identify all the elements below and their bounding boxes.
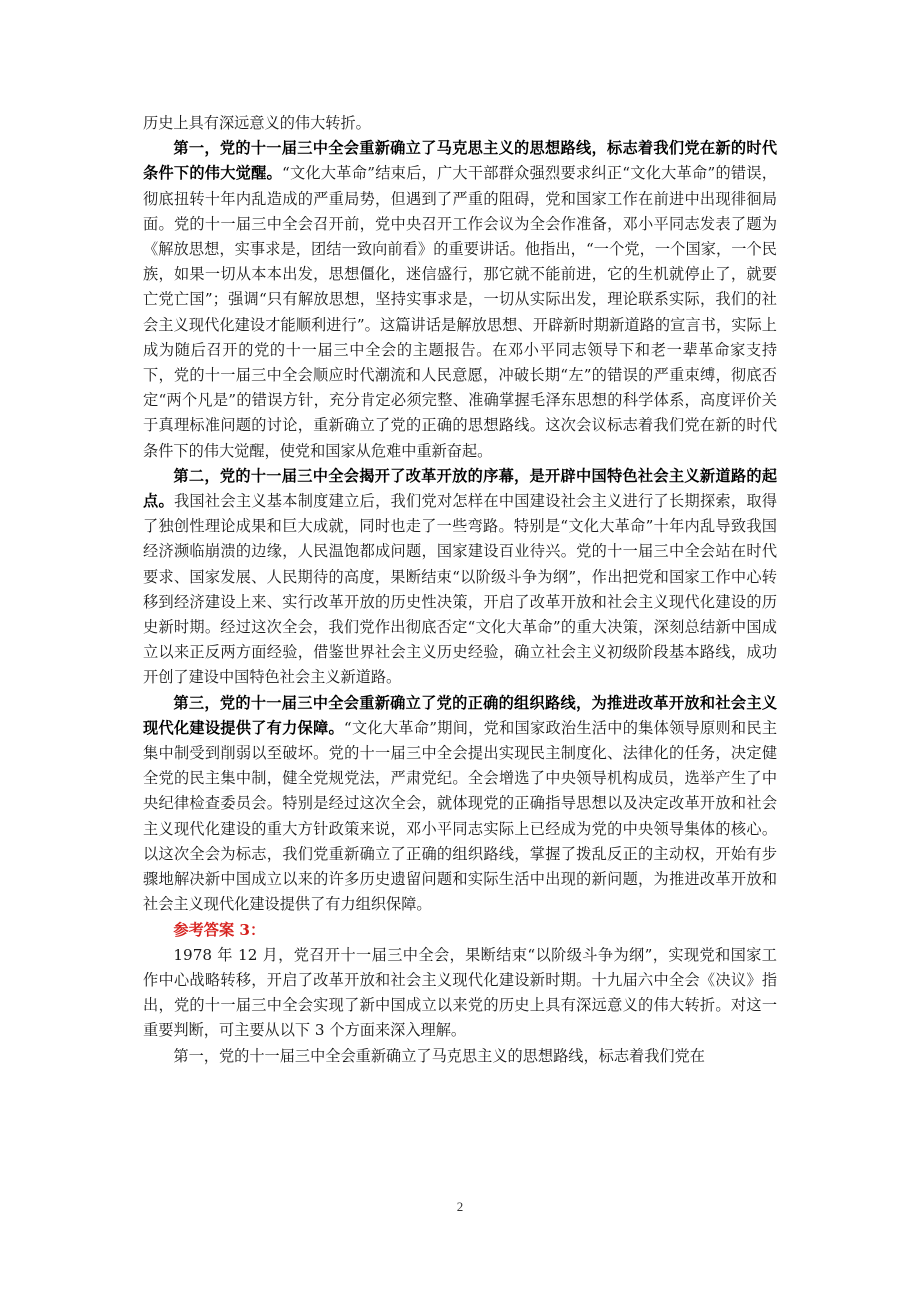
answer-paragraph-point-one (143, 1044, 777, 1069)
paragraph-text: “文化大革命”结束后，广大干部群众强烈要求纠正“文化大革命”的错误，彻底扭转十年内乱造成的严重局势，但遇到了严重的阻碍，党和国家工作在前进中出现徘徊局面。党的十一届三中全会召开前，党中央召开工作会议为全会作准备，邓小平同志发表了题为《解放思想，实事求是，团结一致向前看》的重要讲话。他指出，“一个党，一个国家，一个民族，如果一切从本本出发，思想僵化，迷信盛行，那它就不能前进，它的生机就停止了，就要亡党亡国”；强调“只有解放思想，坚持实事求是，一切从实际出发，理论联系实际，我们的社会主义现代化建设才能顺利进行”。这篇讲话是解放思想、开辟新时期新道路的宣言书，实际上成为随后召开的党的十一届三中全会的主题报告。在邓小平同志领导下和老一辈革命家支持下，党的十一届三中全会顺应时代潮流和人民意愿，冲破长期“左”的错误的严重束缚，彻底否定“两个凡是”的错误方针，充分肯定必须完整、准确掌握毛泽东思想的科学体系，高度评价关于真理标准问题的讨论，重新确立了党的正确的思想路线。这次会议标志着我们党在新的时代条件下的伟大觉醒，使党和国家从危难中重新奋起。 (143, 164, 777, 460)
answer-heading: 参考答案 3： (173, 920, 266, 939)
paragraph-text: 第一，党的十一届三中全会重新确立了马克思主义的思想路线，标志着我们党在 (173, 1046, 705, 1065)
paragraph-point-two (143, 464, 777, 691)
document-body (143, 111, 777, 1069)
paragraph-point-one (143, 136, 777, 464)
answer-heading-line (143, 918, 777, 943)
paragraph-continuation (143, 111, 777, 136)
paragraph-text: “文化大革命”期间，党和国家政治生活中的集体领导原则和民主集中制受到削弱以至破坏。党的十一届三中全会提出实现民主制度化、法律化的任务，决定健全党的民主集中制，健全党规党法，严肃党纪。全会增选了中央领导机构成员，选举产生了中央纪律检查委员会。特别是经过这次全会，就体现党的正确指导思想以及决定改革开放和社会主义现代化建设的重大方针政策来说，邓小平同志实际上已经成为党的中央领导集体的核心。以这次全会为标志，我们党重新确立了正确的组织路线，掌握了拨乱反正的主动权，开始有步骤地解决新中国成立以来的许多历史遗留问题和实际生活中出现的新问题，为推进改革开放和社会主义现代化建设提供了有力组织保障。 (143, 718, 778, 914)
paragraph-lead-bold: 第一，党的十一届三中全会重新确立了马克思主义的思想路线，标志着我们党在新的时代条件下的伟大觉醒。 (143, 139, 777, 183)
paragraph-point-three (143, 691, 777, 918)
page-number: 2 (456, 1199, 464, 1214)
paragraph-lead-bold: 第二，党的十一届三中全会揭开了改革开放的序幕，是开辟中国特色社会主义新道路的起点。 (143, 466, 777, 511)
paragraph-text: 1978 年 12 月，党召开十一届三中全会，果断结束“以阶级斗争为纲”，实现党和国家工作中心战略转移，开启了改革开放和社会主义现代化建设新时期。十九届六中全会《决议》指出，党的十一届三中全会实现了新中国成立以来党的历史上具有深远意义的伟大转折。对这一重要判断，可主要从以下 3 个方面来深入理解。 (143, 945, 777, 1040)
paragraph-lead-bold: 第三，党的十一届三中全会重新确立了党的正确的组织路线，为推进改革开放和社会主义现代化建设提供了有力保障。 (143, 693, 777, 737)
answer-paragraph-intro (143, 943, 777, 1044)
paragraph-text: 历史上具有深远意义的伟大转折。 (143, 114, 371, 132)
paragraph-text: 我国社会主义基本制度建立后，我们党对怎样在中国建设社会主义进行了长期探索，取得了独创性理论成果和巨大成就，同时也走了一些弯路。特别是“文化大革命”十年内乱导致我国经济濒临崩溃的边缘，人民温饱都成问题，国家建设百业待兴。党的十一届三中全会站在时代要求、国家发展、人民期待的高度，果断结束“以阶级斗争为纲”，作出把党和国家工作中心转移到经济建设上来、实行改革开放的历史性决策，开启了改革开放和社会主义现代化建设的历史新时期。经过这次全会，我们党作出彻底否定“文化大革命”的重大决策，深刻总结新中国成立以来正反两方面经验，借鉴世界社会主义历史经验，确立社会主义初级阶段基本路线，成功开创了建设中国特色社会主义新道路。 (143, 492, 778, 687)
